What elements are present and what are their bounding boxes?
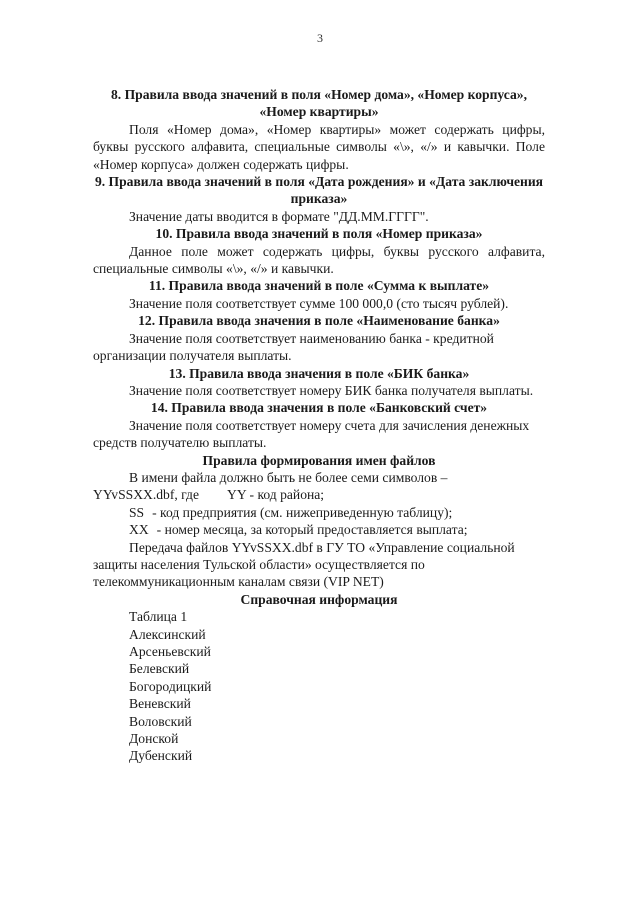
file-naming-line-2 xyxy=(93,486,545,503)
section-14-text: Значение поля соответствует номеру счета для зачисления денежных средств получателю выплаты. xyxy=(93,417,530,451)
section-14-heading: 14. Правила ввода значения в поле «Банковский счет» xyxy=(150,400,488,416)
file-naming-line-4 xyxy=(93,521,545,538)
file-naming-ss-code: SS xyxy=(129,504,145,520)
reference-heading: Справочная информация xyxy=(240,591,398,607)
section-12-heading: 12. Правила ввода значения в поле «Наименование банка» xyxy=(138,313,500,329)
file-naming-line-3 xyxy=(93,504,545,521)
district-item: Алексинский xyxy=(129,626,206,642)
file-naming-ss-desc: - код предприятия (см. нижеприведенную таблицу); xyxy=(152,504,453,520)
section-9-text: Значение даты вводится в формате "ДД.ММ.ГГГГ". xyxy=(129,208,429,224)
section-8-text: Поля «Номер дома», «Номер квартиры» может содержать цифры, буквы русского алфавита, специальные символы «\», «/» и кавычки. Поле «Номер корпуса» должен содержать цифры. xyxy=(93,121,545,172)
section-12-text: Значение поля соответствует наименованию банка - кредитной организации получателя выплаты. xyxy=(93,330,494,364)
district-item: Воловский xyxy=(129,713,192,729)
district-item: Богородицкий xyxy=(129,678,212,694)
district-list xyxy=(93,626,545,765)
section-9-heading: 9. Правила ввода значений в поля «Дата рождения» и «Дата заключения приказа» xyxy=(94,174,544,207)
section-11-text: Значение поля соответствует сумме 100 000,0 (сто тысяч рублей). xyxy=(129,295,509,311)
district-item: Арсеньевский xyxy=(129,644,211,659)
section-8-heading: 8. Правила ввода значений в поля «Номер дома», «Номер корпуса», «Номер квартиры» xyxy=(110,87,527,120)
file-naming-xx-desc: - номер месяца, за который предоставляется выплата; xyxy=(156,522,468,538)
section-11-heading: 11. Правила ввода значений в поле «Сумма к выплате» xyxy=(148,278,490,294)
file-naming-pattern: YYvSSXX.dbf, где xyxy=(93,487,199,503)
district-item: Веневский xyxy=(129,696,191,712)
district-item: Дубенский xyxy=(129,748,193,764)
table-label: Таблица 1 xyxy=(129,609,188,625)
document-body xyxy=(93,86,545,765)
section-13-heading: 13. Правила ввода значения в поле «БИК банка» xyxy=(168,365,470,381)
district-item: Белевский xyxy=(129,661,190,677)
file-naming-xx-code: XX xyxy=(129,522,149,538)
section-13-text: Значение поля соответствует номеру БИК банка получателя выплаты. xyxy=(129,382,534,398)
section-10-heading: 10. Правила ввода значений в поля «Номер приказа» xyxy=(155,226,483,242)
file-naming-heading: Правила формирования имен файлов xyxy=(202,452,436,468)
file-transfer-text: Передача файлов YYvSSXX.dbf в ГУ ТО «Управление социальной защиты населения Тульской области» осуществляется по телекоммуникационным каналам связи (VIP NET) xyxy=(93,539,515,590)
file-naming-yy: YY - код района; xyxy=(227,487,325,503)
district-item: Донской xyxy=(129,731,179,747)
section-10-text: Данное поле может содержать цифры, буквы русского алфавита, специальные символы «\», «/» и кавычки. xyxy=(93,243,545,277)
file-naming-line-1: В имени файла должно быть не более семи символов – xyxy=(129,469,448,485)
page-number: 3 xyxy=(317,31,323,45)
